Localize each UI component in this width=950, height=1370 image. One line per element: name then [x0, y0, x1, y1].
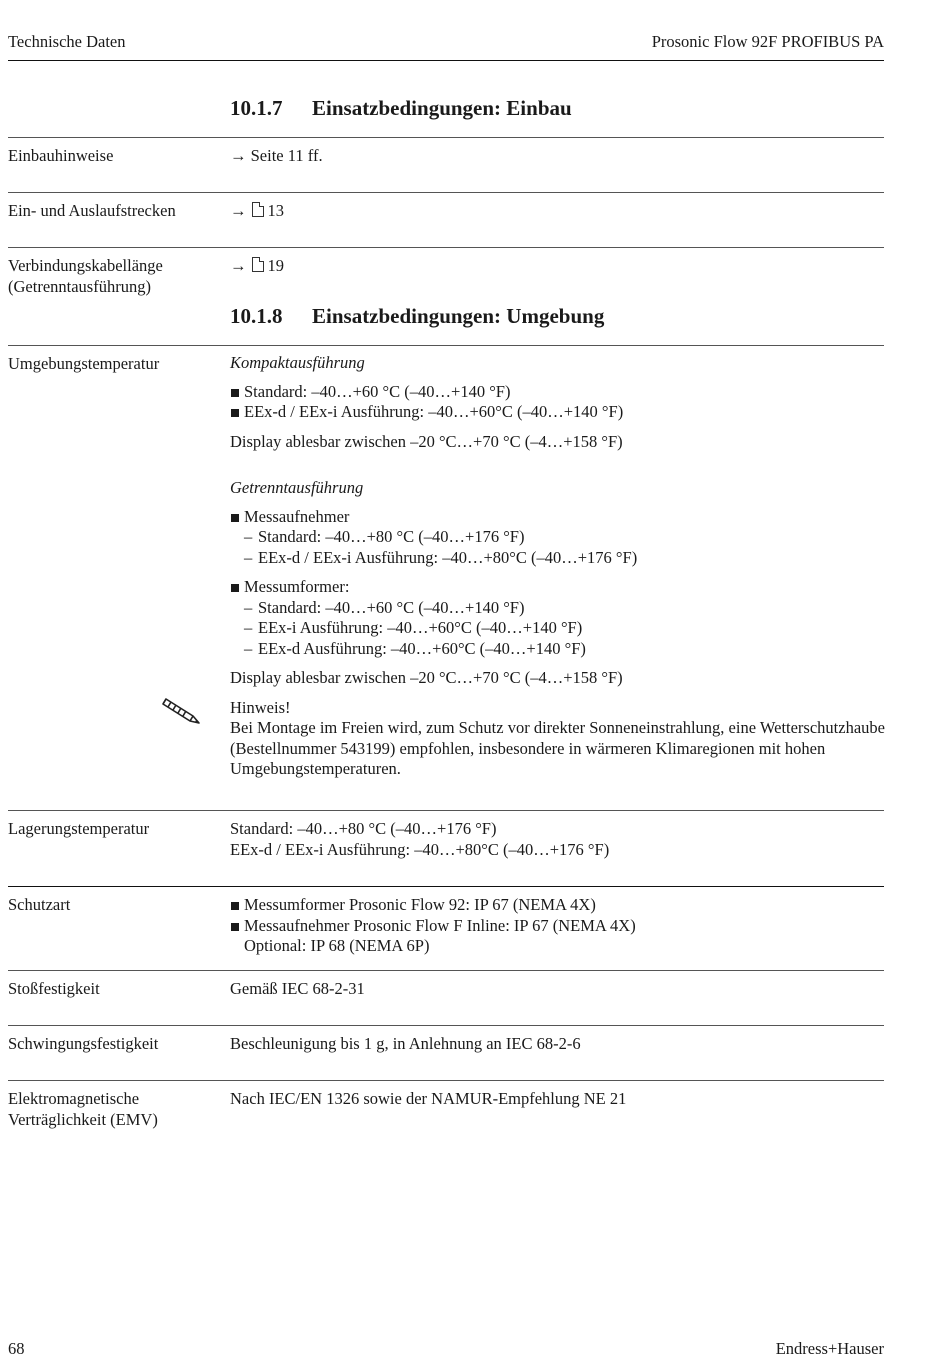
arrow-icon: →: [230, 201, 247, 220]
note-line: (Bestellnummer 543199) empfohlen, insbesondere in wärmeren Klimaregionen mit hohen: [230, 738, 826, 758]
section-number: 10.1.7: [230, 96, 283, 120]
label-line: Elektromagnetische: [8, 1089, 140, 1108]
row-label-umgebungstemperatur: Umgebungstemperatur: [8, 354, 160, 373]
row-value-umgebungstemperatur: [230, 353, 890, 780]
bullet-item: EEx-d / EEx-i Ausführung: –40…+60°C (–40…+140 °F): [230, 402, 890, 423]
header-left: Technische Daten: [8, 32, 126, 51]
row-label-schutzart: Schutzart: [8, 895, 71, 914]
row-value-lagerungstemperatur: [230, 819, 890, 860]
row-value-einlaufstrecken: [230, 201, 890, 222]
row-label-kabellaenge: [8, 256, 223, 297]
row-divider: [8, 810, 884, 811]
dash-item: – EEx-d Ausführung: –40…+60°C (–40…+140 °F): [244, 638, 586, 658]
value-line: EEx-d / EEx-i Ausführung: –40…+80°C (–40…+176 °F): [230, 839, 610, 859]
page-reference[interactable]: 19: [267, 256, 284, 275]
label-line: Verbindungskabellänge: [8, 256, 163, 275]
label-line: (Getrenntausführung): [8, 276, 151, 296]
row-label-stossfestigkeit: Stoßfestigkeit: [8, 979, 100, 998]
page-reference[interactable]: Seite 11 ff.: [250, 146, 323, 165]
dash-item: – Standard: –40…+80 °C (–40…+176 °F): [244, 527, 525, 546]
section-heading: Einsatzbedingungen: Umgebung: [312, 304, 605, 328]
row-value-kabellaenge: [230, 256, 890, 277]
row-divider: [8, 886, 884, 887]
section-number: 10.1.8: [230, 304, 283, 328]
dash-item: – Standard: –40…+60 °C (–40…+140 °F): [244, 597, 525, 617]
section-heading: Einsatzbedingungen: Einbau: [312, 96, 572, 120]
footer-brand: Endress+Hauser: [775, 1339, 884, 1358]
bullet-item: Standard: –40…+60 °C (–40…+140 °F): [230, 382, 890, 403]
arrow-icon: →: [230, 256, 247, 275]
label-line: Verträglichkeit (EMV): [8, 1109, 158, 1129]
row-label-schwingungsfestigkeit: Schwingungsfestigkeit: [8, 1034, 159, 1053]
page-reference[interactable]: 13: [267, 201, 284, 220]
bullet-item: Messumformer Prosonic Flow 92: IP 67 (NEMA 4X): [230, 895, 890, 916]
pencil-icon: [160, 694, 202, 726]
dash-item-text: EEx-d / EEx-i Ausführung: –40…+80°C (–40…+176 °F): [258, 547, 638, 567]
optional-line: Optional: IP 68 (NEMA 6P): [244, 936, 430, 955]
row-divider: [8, 137, 884, 138]
page-icon: [252, 202, 264, 217]
dash-item-text: EEx-i Ausführung: –40…+60°C (–40…+140 °F): [258, 618, 583, 637]
row-divider: [8, 345, 884, 346]
row-label-emv: [8, 1089, 223, 1130]
page-number: 68: [8, 1339, 25, 1358]
dash-item: – EEx-d / EEx-i Ausführung: –40…+80°C (–40…+176 °F): [244, 547, 638, 567]
bullet-item: Messaufnehmer: [230, 507, 890, 528]
dash-item: – EEx-i Ausführung: –40…+60°C (–40…+140 °F): [244, 618, 583, 637]
row-value-emv: Nach IEC/EN 1326 sowie der NAMUR-Empfehlung NE 21: [230, 1089, 627, 1108]
arrow-icon: →: [230, 146, 247, 165]
row-value-stossfestigkeit: Gemäß IEC 68-2-31: [230, 979, 365, 998]
subheading-kompakt: Kompaktausführung: [230, 353, 365, 372]
display-note: Display ablesbar zwischen –20 °C…+70 °C (–4…+158 °F): [230, 431, 623, 451]
header-rule: [8, 60, 884, 61]
row-divider: [8, 970, 884, 971]
dash-item-text: EEx-d Ausführung: –40…+60°C (–40…+140 °F): [258, 638, 586, 658]
bullet-item: Messumformer:: [230, 577, 890, 598]
row-divider: [8, 1080, 884, 1081]
bullet-item: Messaufnehmer Prosonic Flow F Inline: IP 67 (NEMA 4X): [230, 916, 890, 937]
row-value-schutzart: [230, 895, 890, 957]
dash-item-text: Standard: –40…+80 °C (–40…+176 °F): [258, 527, 525, 546]
row-divider: [8, 1025, 884, 1026]
section-title-umgebung: [230, 306, 604, 327]
note-title: Hinweis!: [230, 697, 291, 717]
section-title-einbau: [230, 98, 572, 119]
value-line: Standard: –40…+80 °C (–40…+176 °F): [230, 819, 497, 838]
header-right: Prosonic Flow 92F PROFIBUS PA: [651, 32, 884, 51]
row-label-einlaufstrecken: Ein- und Auslaufstrecken: [8, 201, 176, 220]
display-note: Display ablesbar zwischen –20 °C…+70 °C (–4…+158 °F): [230, 668, 623, 687]
row-value-einbauhinweise: [230, 146, 890, 167]
page-icon: [252, 257, 264, 272]
row-divider: [8, 192, 884, 193]
row-label-lagerungstemperatur: Lagerungstemperatur: [8, 819, 150, 838]
row-label-einbauhinweise: Einbauhinweise: [8, 146, 114, 165]
row-value-schwingungsfestigkeit: Beschleunigung bis 1 g, in Anlehnung an IEC 68-2-6: [230, 1034, 581, 1053]
row-divider: [8, 247, 884, 248]
note-line: Umgebungstemperaturen.: [230, 759, 401, 778]
note-line: Bei Montage im Freien wird, zum Schutz vor direkter Sonneneinstrahlung, eine Wetterschutzhaube: [230, 718, 885, 737]
dash-item-text: Standard: –40…+60 °C (–40…+140 °F): [258, 597, 525, 617]
subheading-getrennt: Getrenntausführung: [230, 478, 364, 497]
